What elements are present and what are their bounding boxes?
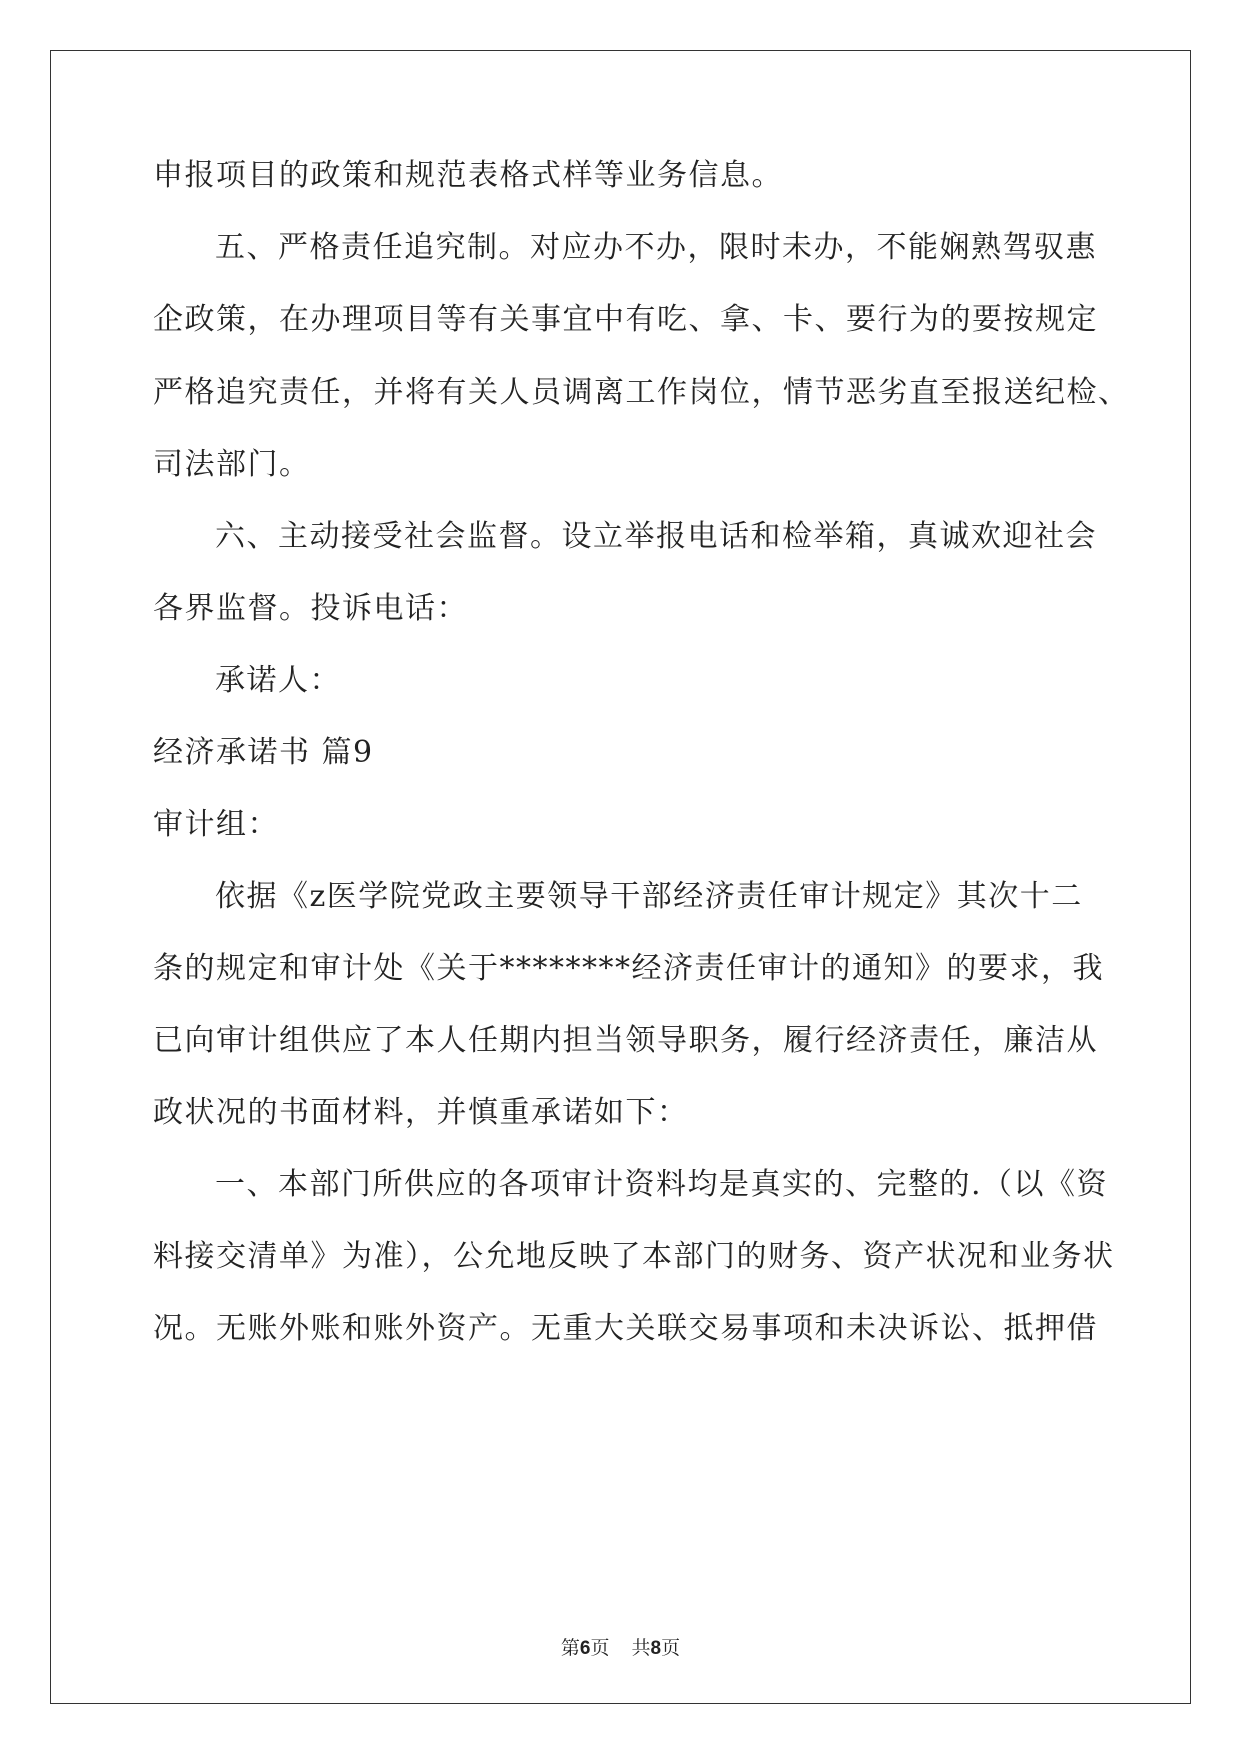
page-suffix: 页: [590, 1637, 610, 1659]
page-total: 8: [650, 1638, 662, 1659]
text-line-15: 一、本部门所供应的各项审计资料均是真实的、完整的.（以《资: [215, 1167, 1109, 1202]
page-current: 6: [579, 1638, 591, 1659]
text-line-14: 政状况的书面材料，并慎重承诺如下：: [153, 1095, 689, 1130]
text-line-17: 况。无账外账和账外资产。无重大关联交易事项和未决诉讼、抵押借: [153, 1311, 1098, 1346]
text-line-12: 条的规定和审计处《关于********经济责任审计的通知》的要求，我: [153, 951, 1104, 986]
text-line-4: 严格追究责任，并将有关人员调离工作岗位，情节恶劣直至报送纪检、: [153, 375, 1130, 410]
text-line-3: 企政策，在办理项目等有关事宜中有吃、拿、卡、要行为的要按规定: [153, 302, 1098, 337]
addressee: 审计组：: [153, 807, 279, 842]
text-line-7: 各界监督。投诉电话：: [153, 591, 468, 626]
text-line-6: 六、主动接受社会监督。设立举报电话和检举箱，真诚欢迎社会: [215, 519, 1097, 554]
text-line-11: 依据《z医学院党政主要领导干部经济责任审计规定》其次十二: [215, 879, 1083, 914]
total-prefix: 共: [631, 1637, 651, 1659]
total-suffix: 页: [661, 1637, 681, 1659]
signatory-label: 承诺人：: [215, 663, 341, 698]
text-line-5: 司法部门。: [153, 447, 311, 482]
section-heading: 经济承诺书 篇9: [153, 735, 374, 770]
text-line-2: 五、严格责任追究制。对应办不办，限时未办，不能娴熟驾驭惠: [215, 230, 1097, 265]
text-line-16: 料接交清单》为准），公允地反映了本部门的财务、资产状况和业务状: [153, 1239, 1115, 1274]
text-line-13: 已向审计组供应了本人任期内担当领导职务，履行经济责任，廉洁从: [153, 1023, 1098, 1058]
page-footer: [0, 1636, 1241, 1661]
text-line-1: 申报项目的政策和规范表格式样等业务信息。: [153, 158, 783, 193]
page-prefix: 第: [560, 1637, 580, 1659]
